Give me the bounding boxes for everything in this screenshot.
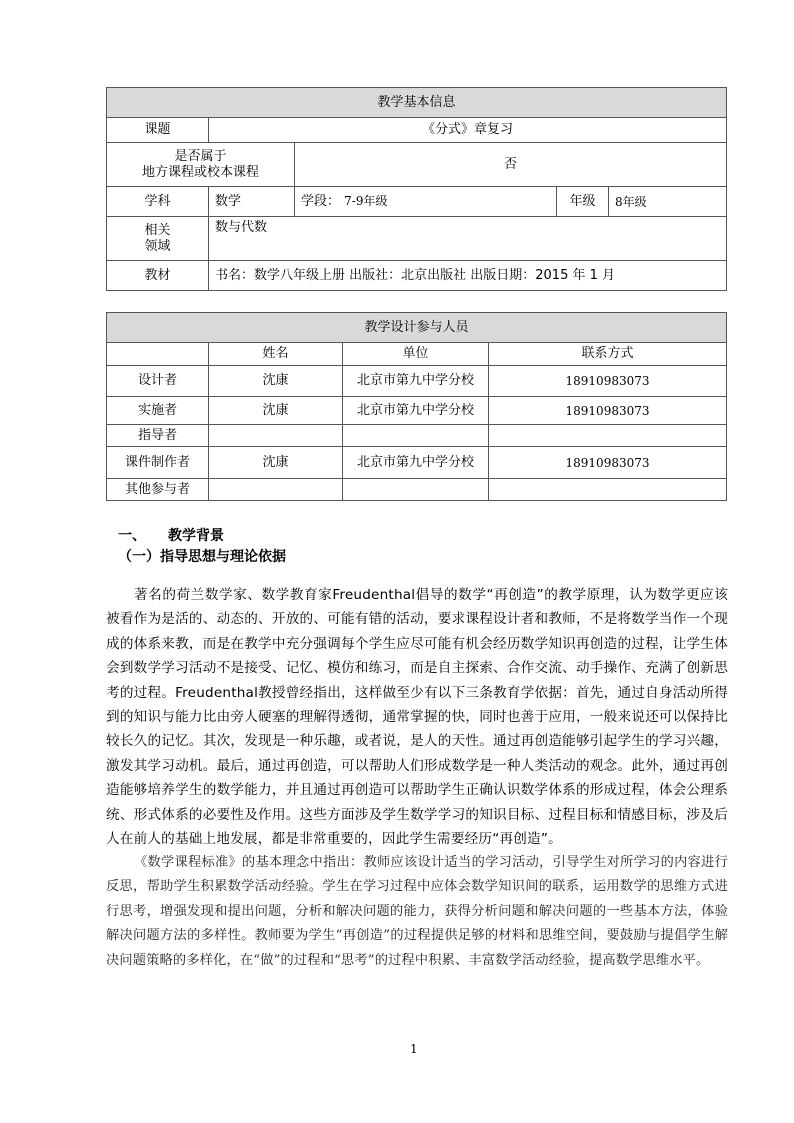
participant-unit: 北京市第九中学分校 — [343, 447, 489, 479]
paragraph-2: 《数学课程标准》的基本理念中指出：教师应该设计适当的学习活动，引导学生对所学习的内容进行反思，帮助学生积累数学活动经验。学生在学习过程中应体会数学知识间的联系，运用数学的思维方式进行思考，增强发现和提出问题，分析和解决问题的能力，获得分析问题和解决问题的一些基本方法，体验解决问题方法的多样性。教师要为学生“再创造”的过程提供足够的材料和思维空间，要鼓励与提倡学生解决问题策略的多样化，在“做”的过程和“思考”的过程中积累、丰富数学活动经验，提高数学思维水平。 — [106, 855, 728, 968]
topic-value: 《分式》章复习 — [209, 118, 727, 143]
stage-cell — [295, 187, 557, 217]
textbook-label: 教材 — [107, 261, 209, 291]
section-number: 一、 — [118, 528, 146, 544]
participant-name: 沈康 — [209, 366, 343, 397]
local-course-label-line1: 是否属于 — [174, 148, 227, 164]
textbook-value: 书名：数学八年级上册 出版社：北京出版社 出版日期：2015 年 1 月 — [209, 261, 727, 291]
participant-name — [209, 479, 343, 501]
participant-contact — [489, 425, 727, 447]
subject-label: 学科 — [107, 187, 209, 217]
participant-role: 指导者 — [107, 425, 209, 447]
paragraph-1: 著名的荷兰数学家、数学教育家Freudenthal倡导的数学“再创造”的教学原理，认为数学更应该被看作为是活的、动态的、开放的、可能有错的活动，要求课程设计者和教师，不是将数学当作一个现成的体系来教，而是在教学中充分强调每个学生应尽可能有机会经历数学知识再创造的过程，让学生体会到数学学习活动不是接受、记忆、模仿和练习，而是自主探索、合作交流、动手操作、充满了创新思考的过程。Freudenthal教授曾经指出，这样做至少有以下三条教育学依据：首先，通过自身活动所得到的知识与能力比由旁人硬塞的理解得透彻，通常掌握的快，同时也善于应用，一般来说还可以保持比较长久的记忆。其次，发现是一种乐趣，或者说，是人的天性。通过再创造能够引起学生的学习兴趣，激发其学习动机。最后，通过再创造，可以帮助人们形成数学是一种人类活动的观念。此外，通过再创造能够培养学生的数学能力，并且通过再创造可以帮助学生正确认识数学体系的形成过程，体会公理系统、形式体系的必要性及作用。这些方面涉及学生数学学习的知识目标、过程目标和情感目标，涉及后人在前人的基础上地发展，都是非常重要的，因此学生需要经历“再创造”。 — [106, 587, 728, 848]
table-row — [107, 425, 727, 447]
participant-contact: 18910983073 — [489, 397, 727, 425]
participant-unit — [343, 479, 489, 501]
participants-header-role — [107, 343, 209, 366]
participants-table — [106, 312, 727, 501]
section-title: 教学背景 — [168, 528, 224, 544]
participant-unit: 北京市第九中学分校 — [343, 397, 489, 425]
page-number: 1 — [410, 1042, 418, 1056]
participant-unit: 北京市第九中学分校 — [343, 366, 489, 397]
field-label-line2: 领域 — [144, 238, 171, 254]
local-course-label — [107, 143, 295, 187]
field-label — [107, 217, 209, 261]
grade-value: 8年级 — [609, 187, 727, 217]
participant-role: 其他参与者 — [107, 479, 209, 501]
participants-title: 教学设计参与人员 — [107, 313, 727, 343]
table-row — [107, 397, 727, 425]
participant-unit — [343, 425, 489, 447]
subject-value: 数学 — [209, 187, 295, 217]
table-row — [107, 366, 727, 397]
participant-role: 课件制作者 — [107, 447, 209, 479]
field-label-line1: 相关 — [144, 222, 171, 238]
grade-label: 年级 — [557, 187, 609, 217]
participant-name: 沈康 — [209, 397, 343, 425]
participants-header-contact: 联系方式 — [489, 343, 727, 366]
local-course-label-line2: 地方课程或校本课程 — [141, 164, 259, 180]
participant-name: 沈康 — [209, 447, 343, 479]
stage-label: 学段： — [301, 194, 341, 209]
basic-info-title: 教学基本信息 — [107, 88, 727, 118]
table-row — [107, 479, 727, 501]
participants-header-unit: 单位 — [343, 343, 489, 366]
participant-contact: 18910983073 — [489, 447, 727, 479]
basic-info-table — [106, 87, 727, 291]
subsection-title: （一）指导思想与理论依据 — [118, 549, 286, 565]
participant-contact — [489, 479, 727, 501]
table-row — [107, 447, 727, 479]
topic-label: 课题 — [107, 118, 209, 143]
field-value: 数与代数 — [209, 217, 727, 261]
participant-role: 实施者 — [107, 397, 209, 425]
local-course-value: 否 — [295, 143, 727, 187]
participant-name — [209, 425, 343, 447]
participants-header-name: 姓名 — [209, 343, 343, 366]
participant-role: 设计者 — [107, 366, 209, 397]
stage-value: 7-9年级 — [344, 194, 388, 208]
participant-contact: 18910983073 — [489, 366, 727, 397]
